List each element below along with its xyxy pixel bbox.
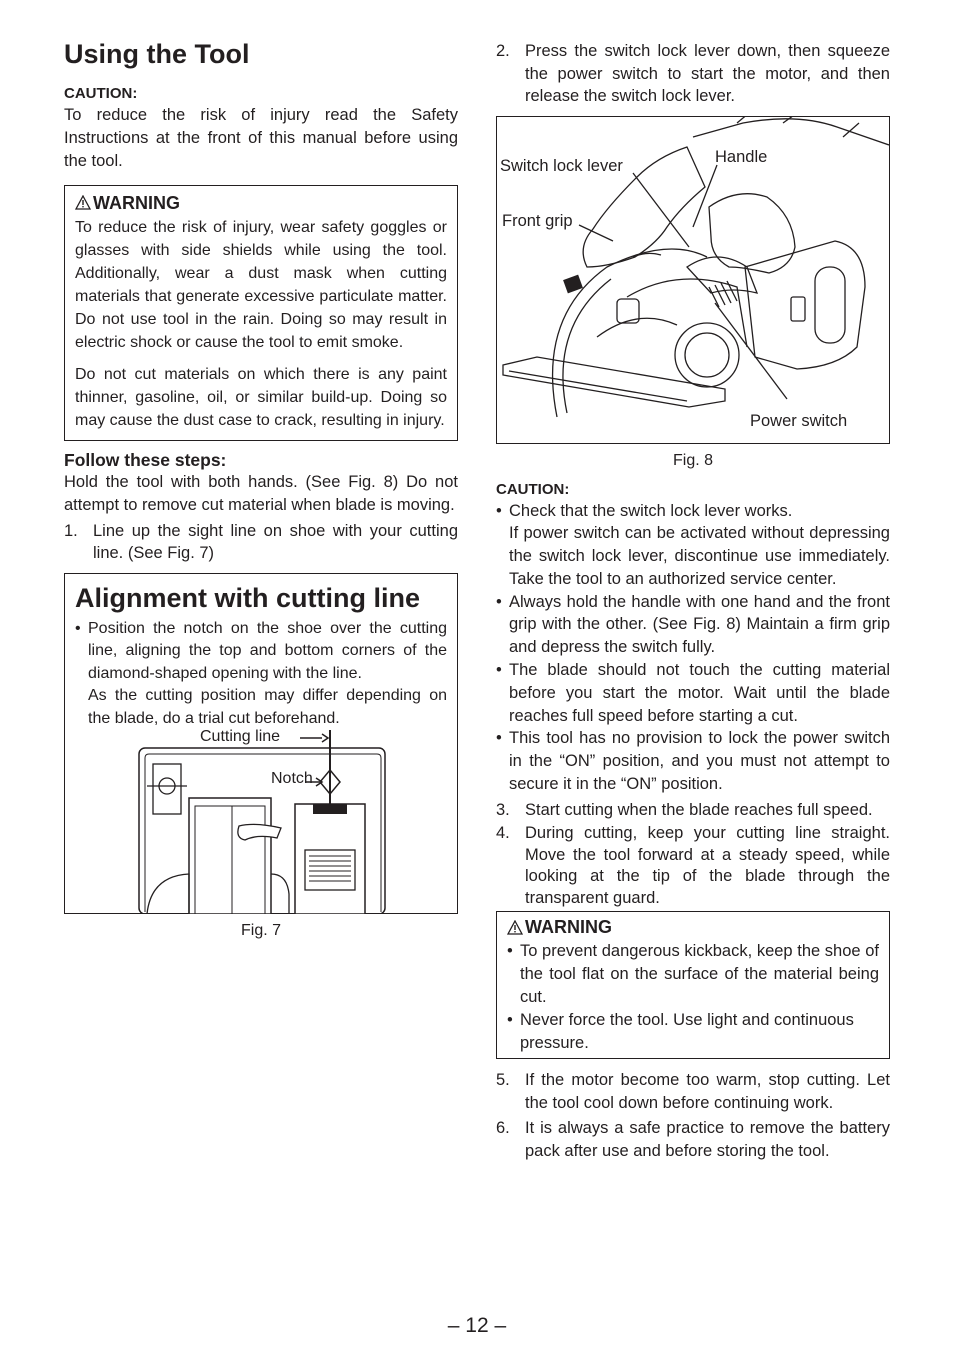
warning-box-2 [496, 911, 890, 1059]
caution-bullet-4 [496, 727, 890, 795]
label-power-switch: Power switch [750, 411, 848, 430]
bullet-text: Check that the switch lock lever works. [509, 501, 793, 520]
bullet-mark: • [507, 942, 513, 961]
caution-heading: CAUTION: [64, 84, 138, 102]
step-number: 5. [496, 1071, 510, 1090]
warning-icon [507, 920, 523, 935]
fig8-caption: Fig. 8 [672, 451, 713, 469]
step-3 [496, 799, 890, 822]
page-title: Using the Tool [64, 39, 250, 69]
left-column [64, 40, 458, 940]
warning-heading-text: WARNING [93, 192, 180, 213]
step-1 [64, 520, 458, 565]
label-switch-lock-lever: Switch lock lever [500, 156, 623, 175]
bullet-mark: • [496, 501, 502, 520]
bullet-mark: • [496, 729, 502, 748]
label-front-grip: Front grip [502, 211, 573, 230]
warning-icon [75, 195, 91, 210]
step-2 [496, 40, 890, 108]
step-text: During cutting, keep your cutting line straight. Move the tool forward at a steady speed, while looking at the tip of the blade through the transparent guard. [525, 824, 890, 907]
steps-heading: Follow these steps: [64, 449, 227, 470]
step-text: Press the switch lock lever down, then squeeze the power switch to start the motor, and then release the switch lock lever. [525, 42, 890, 105]
bullet-text-2: If power switch can be activated without depressing the switch lock lever, discontinue use immediately. Take the tool to an authorized service center. [509, 524, 890, 588]
step-number: 4. [496, 824, 510, 843]
step-number: 6. [496, 1119, 510, 1138]
warning-heading-2 [507, 916, 879, 938]
label-handle: Handle [715, 147, 768, 166]
warning-heading [75, 192, 447, 214]
fig7-illustration [137, 724, 397, 914]
warning-bullet-1 [507, 940, 879, 1008]
bullet-text: Never force the tool. Use light and continuous pressure. [520, 1010, 854, 1052]
caution-bullet-1 [496, 500, 890, 591]
fig7-caption: Fig. 7 [240, 921, 281, 939]
step-number: 3. [496, 800, 510, 819]
fig8-frame [496, 116, 890, 444]
steps-intro: Hold the tool with both hands. (See Fig. 8) Do not attempt to remove cut material when blade is moving. [64, 472, 458, 514]
warning-bullet-2 [507, 1009, 879, 1055]
label-notch: Notch [271, 769, 313, 787]
caution-bullet-2 [496, 591, 890, 659]
step-4 [496, 823, 890, 909]
warning-box [64, 185, 458, 441]
bullet-mark: • [507, 1010, 513, 1029]
bullet-text: This tool has no provision to lock the power switch in the “ON” position, and you must not attempt to secure it in the “ON” position. [509, 729, 890, 794]
warning-paragraph-1: To reduce the risk of injury, wear safety goggles or glasses with side shields while using the tool. Additionally, wear a dust mask when cutting materials that generate excessive particulate matter. Do not use tool in the rain. Doing so may result in electric shock or cause the tool to emit smoke. [75, 218, 447, 351]
alignment-title: Alignment with cutting line [75, 582, 420, 613]
step-text: Line up the sight line on shoe with your cutting line. (See Fig. 7) [93, 521, 458, 563]
step-5 [496, 1069, 890, 1114]
label-cutting-line: Cutting line [200, 727, 281, 745]
bullet-mark: • [496, 592, 502, 611]
warning-heading-text: WARNING [525, 917, 612, 938]
step-6 [496, 1117, 890, 1162]
step-text: It is always a safe practice to remove the battery pack after use and before storing the tool. [525, 1119, 890, 1160]
step-number: 1. [64, 521, 78, 540]
caution-text: To reduce the risk of injury read the Safety Instructions at the front of this manual before using the tool. [64, 105, 458, 170]
bullet-text: Always hold the handle with one hand and the front grip with the other. (See Fig. 8) Maintain a firm grip and depress the switch fully. [509, 592, 890, 657]
page-number: – 12 – [447, 1314, 507, 1337]
caution-heading-2: CAUTION: [496, 480, 570, 498]
bullet-mark: • [75, 619, 81, 637]
bullet-text: The blade should not touch the cutting material before you start the motor. Wait until the blade reaches full speed before starting a cut. [509, 661, 890, 725]
alignment-text-2: As the cutting position may differ depending on the blade, do a trial cut beforehand. [88, 687, 447, 727]
step-number: 2. [496, 42, 510, 60]
step-text: If the motor become too warm, stop cutting. Let the tool cool down before continuing work. [525, 1071, 890, 1112]
alignment-text-1: Position the notch on the shoe over the cutting line, aligning the top and bottom corners of the diamond-shaped opening with the line. [88, 619, 447, 682]
alignment-box [64, 573, 458, 914]
bullet-mark: • [496, 661, 502, 680]
alignment-bullet [75, 618, 447, 731]
caution-bullet-3 [496, 659, 890, 727]
warning-paragraph-2: Do not cut materials on which there is any paint thinner, gasoline, oil, or similar build-up. Doing so may cause the dust case to crack, resulting in injury. [75, 365, 447, 429]
bullet-text: To prevent dangerous kickback, keep the shoe of the tool flat on the surface of the material being cut. [520, 942, 879, 1006]
step-text: Start cutting when the blade reaches full speed. [525, 800, 873, 819]
right-column [496, 40, 890, 1162]
